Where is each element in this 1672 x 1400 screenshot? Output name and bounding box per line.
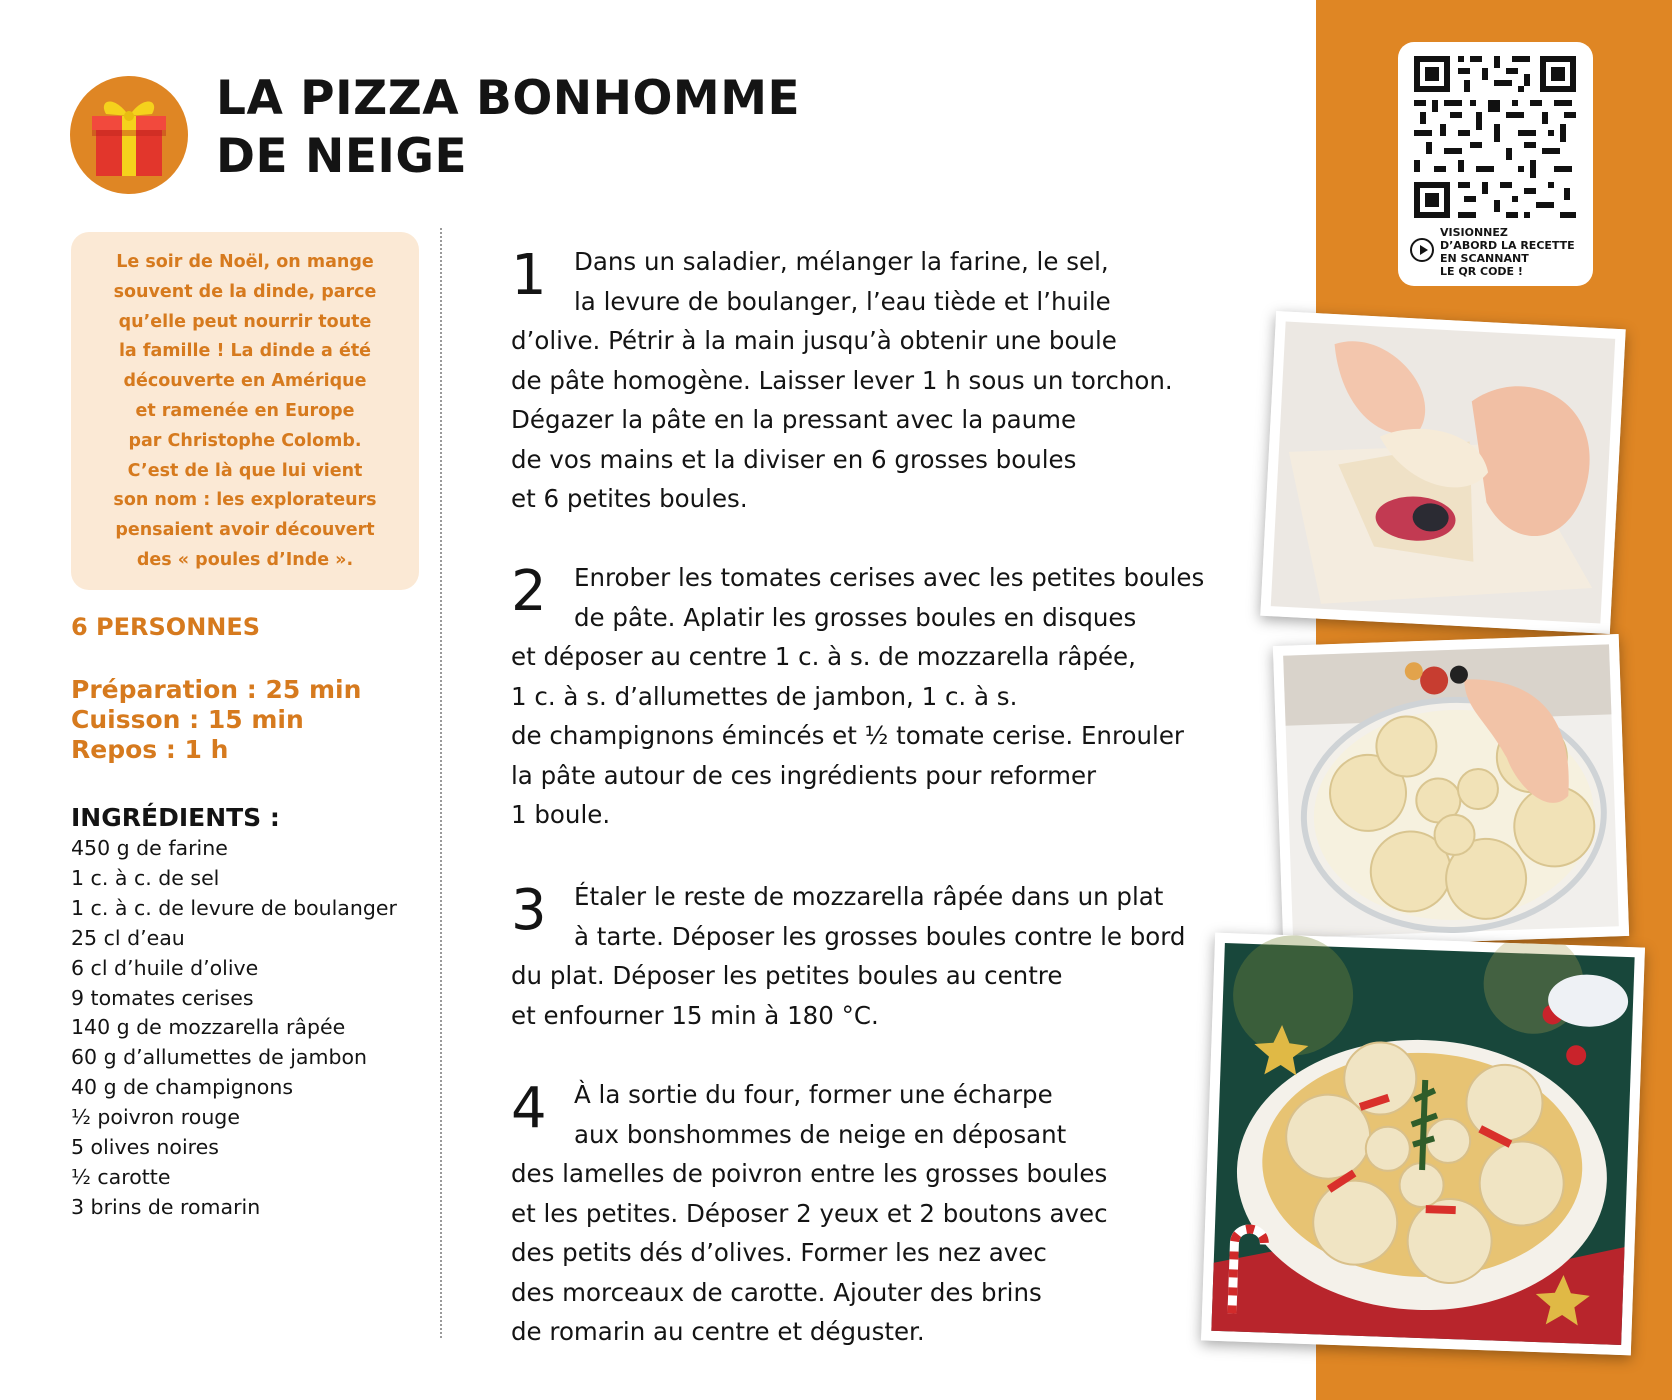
- step-number: 3: [511, 878, 547, 943]
- step-line: de champignons émincés et ½ tomate cerise. Enrouler: [511, 721, 1184, 750]
- ingredient-item: 1 c. à c. de sel: [71, 865, 220, 890]
- step-line: Dans un saladier, mélanger la farine, le sel,: [574, 247, 1109, 276]
- step-line: des morceaux de carotte. Ajouter des brins: [511, 1277, 1042, 1307]
- step-line: la levure de boulanger, l’eau tiède et l’huile: [574, 286, 1111, 316]
- step-line: Dégazer la pâte en la pressant avec la paume: [511, 405, 1077, 434]
- step-line: À la sortie du four, former une écharpe: [574, 1080, 1053, 1109]
- qr-caption-line: D’ABORD LA RECETTE: [1440, 239, 1575, 252]
- step-line: et enfourner 15 min à 180 °C.: [511, 1000, 879, 1030]
- step-number: 2: [511, 559, 547, 624]
- fact-line: et ramenée en Europe: [135, 400, 355, 421]
- step-line: 1 c. à s. d’allumettes de jambon, 1 c. à s.: [511, 681, 1018, 711]
- servings-label: 6 PERSONNES: [71, 613, 261, 641]
- step-line: des petits dés d’olives. Former les nez avec: [511, 1238, 1047, 1267]
- step-text: [511, 1075, 1211, 1352]
- qr-caption-line: LE QR CODE !: [1440, 265, 1523, 278]
- ingredient-item: 3 brins de romarin: [71, 1194, 261, 1219]
- step-1: [511, 242, 1211, 519]
- ingredient-item: 140 g de mozzarella râpée: [71, 1015, 346, 1040]
- ingredient-item: ½ carotte: [71, 1164, 171, 1189]
- step-line: 1 boule.: [511, 800, 611, 829]
- step-3: [511, 877, 1211, 1035]
- fact-line: souvent de la dinde, parce: [113, 281, 377, 302]
- play-icon[interactable]: [1410, 238, 1434, 262]
- fact-line: qu’elle peut nourrir toute: [118, 311, 372, 332]
- preparation-time: Préparation : 25 min: [71, 675, 362, 704]
- qr-caption-line: EN SCANNANT: [1440, 252, 1529, 265]
- times-block: [71, 675, 361, 765]
- photo-finished-snowmen-pizza: [1201, 933, 1645, 1356]
- fact-text: [71, 248, 419, 576]
- step-line: aux bonshommes de neige en déposant: [574, 1119, 1067, 1149]
- ingredient-item: 9 tomates cerises: [71, 985, 254, 1010]
- step-text: [511, 558, 1211, 835]
- qr-caption-line: VISIONNEZ: [1440, 226, 1508, 239]
- fact-line: des « poules d’Inde ».: [136, 549, 354, 570]
- fact-line: Le soir de Noël, on mange: [116, 252, 374, 272]
- step-line: la pâte autour de ces ingrédients pour reformer: [511, 760, 1097, 790]
- step-line: Étaler le reste de mozzarella râpée dans un plat: [574, 882, 1164, 911]
- ingredient-item: 5 olives noires: [71, 1135, 219, 1160]
- recipe-title: [216, 70, 800, 186]
- ingredient-item: 6 cl d’huile d’olive: [71, 955, 259, 980]
- step-line: des lamelles de poivron entre les grosses boules: [511, 1159, 1108, 1188]
- step-text: [511, 242, 1211, 519]
- ingredient-item: 450 g de farine: [71, 836, 228, 860]
- step-line: à tarte. Déposer les grosses boules contre le bord: [574, 921, 1186, 951]
- step-number: 4: [511, 1076, 547, 1141]
- title-line-1: LA PIZZA BONHOMME: [216, 71, 801, 126]
- step-line: d’olive. Pétrir à la main jusqu’à obtenir une boule: [511, 326, 1117, 355]
- step-line: de romarin au centre et déguster.: [511, 1317, 925, 1346]
- qr-caption: [1440, 226, 1575, 278]
- fact-box: [71, 232, 419, 590]
- ingredient-item: ½ poivron rouge: [71, 1105, 240, 1130]
- gift-badge: [70, 76, 188, 194]
- step-line: et les petites. Déposer 2 yeux et 2 boutons avec: [511, 1198, 1108, 1228]
- ingredients-title: INGRÉDIENTS :: [71, 803, 280, 832]
- cooking-time: Cuisson : 15 min: [71, 705, 304, 734]
- step-line: et 6 petites boules.: [511, 484, 748, 513]
- step-line: Enrober les tomates cerises avec les petites boules: [574, 563, 1205, 592]
- photo-balls-in-dish: [1273, 634, 1629, 948]
- photo-dough-wrapping: [1260, 311, 1625, 634]
- fact-line: C’est de là que lui vient: [127, 460, 363, 481]
- step-2: [511, 558, 1211, 835]
- ingredients-list: [71, 834, 397, 1223]
- title-line-2: DE NEIGE: [216, 129, 468, 184]
- fact-line: son nom : les explorateurs: [113, 490, 377, 511]
- rest-time: Repos : 1 h: [71, 735, 229, 764]
- step-line: et déposer au centre 1 c. à s. de mozzarella râpée,: [511, 642, 1136, 671]
- ingredient-item: 40 g de champignons: [71, 1075, 293, 1100]
- ingredient-item: 1 c. à c. de levure de boulanger: [71, 895, 397, 920]
- ingredient-item: 60 g d’allumettes de jambon: [71, 1045, 367, 1070]
- step-line: de pâte. Aplatir les grosses boules en disques: [574, 602, 1137, 632]
- fact-line: découverte en Amérique: [123, 371, 367, 392]
- fact-line: par Christophe Colomb.: [128, 430, 362, 451]
- gift-icon: [84, 86, 174, 182]
- qr-card[interactable]: [1398, 42, 1593, 286]
- step-number: 1: [511, 243, 547, 308]
- ingredient-item: 25 cl d’eau: [71, 925, 185, 950]
- step-4: [511, 1075, 1211, 1352]
- step-line: de pâte homogène. Laisser lever 1 h sous un torchon.: [511, 365, 1173, 395]
- step-line: du plat. Déposer les petites boules au centre: [511, 961, 1063, 990]
- column-divider: [440, 228, 442, 1338]
- step-line: de vos mains et la diviser en 6 grosses boules: [511, 444, 1077, 474]
- step-text: [511, 877, 1211, 1035]
- fact-line: pensaient avoir découvert: [115, 520, 375, 541]
- fact-line: la famille ! La dinde a été: [118, 341, 372, 362]
- qr-code[interactable]: [1414, 56, 1576, 218]
